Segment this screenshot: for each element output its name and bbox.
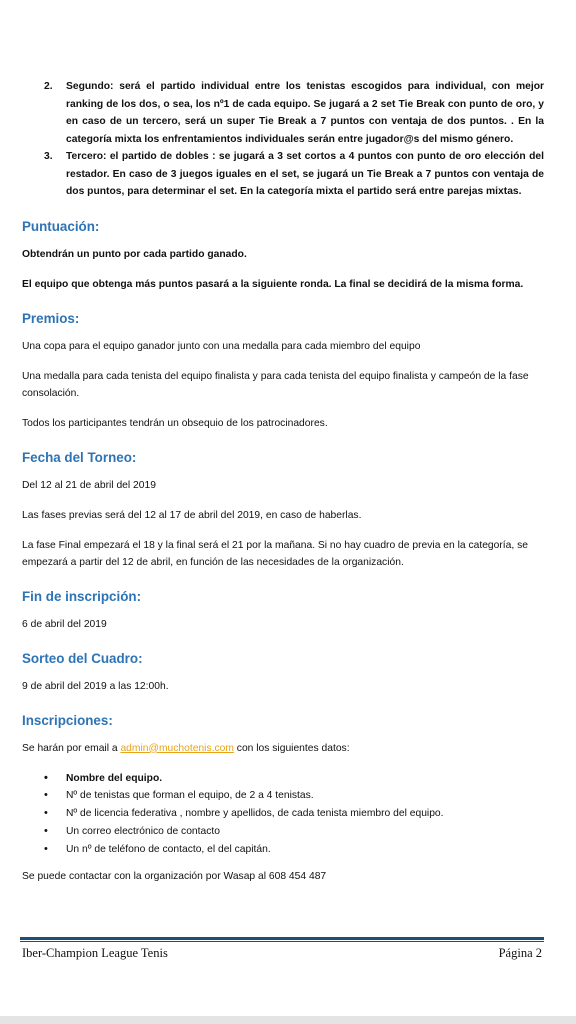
rule-number: 2. xyxy=(44,81,53,92)
list-item: • Un nº de teléfono de contacto, el del capitán. xyxy=(66,841,544,859)
bullet-list xyxy=(22,770,544,859)
paragraph: Las fases previas será del 12 al 17 de abril del 2019, en caso de haberlas. xyxy=(22,509,362,521)
paragraph: Una copa para el equipo ganador junto con una medalla para cada miembro del equipo xyxy=(22,340,421,352)
section-heading-inscripciones: Inscripciones: xyxy=(22,712,113,728)
paragraph: El equipo que obtenga más puntos pasará a la siguiente ronda. La final se decidirá de la misma forma. xyxy=(22,278,524,290)
section-heading-puntuacion: Puntuación: xyxy=(22,218,100,234)
footer-divider xyxy=(20,941,544,942)
paragraph: Una medalla para cada tenista del equipo finalista y para cada tenista del equipo finalista y campeón de la fase consolación. xyxy=(22,370,529,399)
list-item: • Un correo electrónico de contacto xyxy=(66,823,544,841)
footer-divider xyxy=(20,937,544,940)
rule-item xyxy=(44,148,544,201)
rule-item xyxy=(44,78,544,148)
list-item: • Nombre del equipo. xyxy=(66,770,544,788)
paragraph xyxy=(22,740,544,757)
intro-text: Se harán por email a xyxy=(22,742,121,754)
paragraph: Obtendrán un punto por cada partido ganado. xyxy=(22,248,247,260)
rule-text: Tercero: el partido de dobles : se jugará a 3 set cortos a 4 puntos con punto de oro elección del restador. En caso de 3 juegos iguales en el set, se jugará un Tie Break a 7 puntos con ventaja de dos puntos, para determinar el set. En la categoría mixta el partido será entre parejas mixtas. xyxy=(66,151,544,197)
section-heading-fecha: Fecha del Torneo: xyxy=(22,449,137,465)
intro-text: con los siguientes datos: xyxy=(236,742,350,754)
paragraph: Se puede contactar con la organización por Wasap al 608 454 487 xyxy=(22,871,327,883)
paragraph: Todos los participantes tendrán un obsequio de los patrocinadores. xyxy=(22,417,328,429)
list-item: • Nº de licencia federativa , nombre y apellidos, de cada tenista miembro del equipo. xyxy=(66,805,544,823)
viewer-bottom-edge xyxy=(0,1016,576,1024)
paragraph: 6 de abril del 2019 xyxy=(22,618,107,630)
page-content xyxy=(22,78,544,898)
email-link[interactable]: admin@muchotenis.com xyxy=(120,742,234,754)
rule-text: Segundo: será el partido individual entre los tenistas escogidos para individual, con mejor ranking de los dos, o sea, los nº1 de cada equipo. Se jugará a 2 set Tie Break con punto de oro, y en caso de un tercero, será un super Tie Break a 7 puntos con ventaja de dos puntos. . En la categoría mixta los enfrentamientos individuales serán entre jugador@s del mismo género. xyxy=(66,81,544,145)
paragraph: La fase Final empezará el 18 y la final será el 21 por la mañana. Si no hay cuadro de previa en la categoría, se empezará a partir del 12 de abril, en función de las necesidades de la organización. xyxy=(22,539,528,568)
rules-list xyxy=(22,78,544,201)
section-heading-premios: Premios: xyxy=(22,310,80,326)
section-heading-fin-inscripcion: Fin de inscripción: xyxy=(22,588,142,604)
list-item: • Nº de tenistas que forman el equipo, de 2 a 4 tenistas. xyxy=(66,787,544,805)
section-heading-sorteo: Sorteo del Cuadro: xyxy=(22,650,143,666)
page-number: Página 2 xyxy=(498,946,542,960)
paragraph: 9 de abril del 2019 a las 12:00h. xyxy=(22,680,169,692)
footer-title: Iber-Champion League Tenis xyxy=(22,946,168,960)
paragraph: Del 12 al 21 de abril del 2019 xyxy=(22,479,156,491)
rule-number: 3. xyxy=(44,151,53,162)
